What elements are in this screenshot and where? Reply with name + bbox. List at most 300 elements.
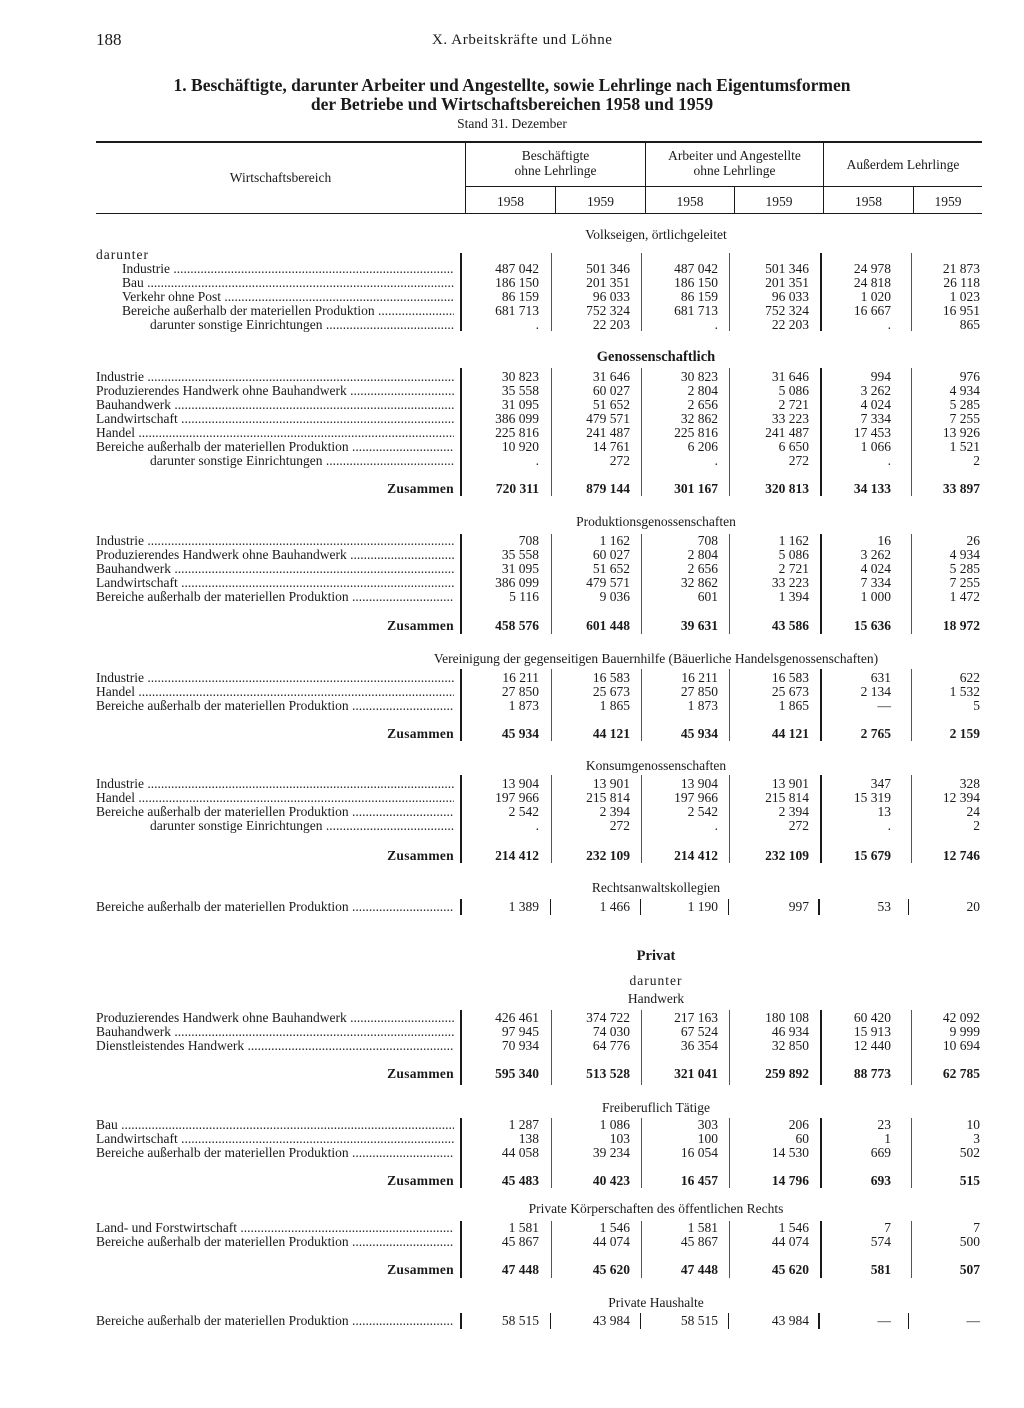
cell-value: 64 776 — [592, 1038, 630, 1053]
table-row — [0, 805, 1024, 819]
cell-value: 3 262 — [860, 383, 891, 398]
cell-value: 13 904 — [680, 776, 718, 791]
table-row — [0, 412, 1024, 426]
column-separator — [820, 368, 822, 496]
cell-value: 708 — [697, 533, 718, 548]
cell-value: 1 020 — [860, 289, 891, 304]
cell-value: 426 461 — [495, 1010, 539, 1025]
column-separator — [641, 775, 642, 863]
row-label: darunter — [96, 248, 149, 262]
cell-value: 35 558 — [501, 383, 539, 398]
row-label: Bereiche außerhalb der materiellen Produktion ..... — [96, 1314, 454, 1328]
cell-value: 9 999 — [949, 1024, 980, 1039]
row-label: Bauhandwerk ..... — [96, 562, 454, 576]
cell-separator — [640, 899, 641, 915]
row-label: Bau ..... — [96, 1118, 454, 1132]
cell-value: 1 521 — [949, 439, 980, 454]
cell-value: 25 673 — [592, 684, 630, 699]
cell-value: 53 — [877, 899, 891, 914]
cell-value: 4 934 — [949, 547, 980, 562]
cell-value: 13 — [877, 804, 891, 819]
cell-value: 7 255 — [949, 575, 980, 590]
cell-value: 14 530 — [771, 1145, 809, 1160]
table-row — [0, 248, 1024, 262]
column-separator — [551, 368, 552, 496]
cell-value: 214 412 — [674, 848, 718, 863]
column-separator — [820, 1010, 822, 1085]
cell-value: 32 850 — [771, 1038, 809, 1053]
cell-value: 30 823 — [501, 369, 539, 384]
cell-value: 32 862 — [680, 411, 718, 426]
section-subtitle: darunter — [629, 973, 683, 988]
row-label: darunter sonstige Einrichtungen ..... — [150, 819, 454, 833]
table-title-line-1: 1. Beschäftigte, darunter Arbeiter und Angestellte, sowie Lehrlinge nach Eigentumsformen — [173, 75, 851, 95]
column-separator — [551, 1010, 552, 1085]
cell-value: 215 814 — [586, 790, 630, 805]
column-separator — [641, 1118, 642, 1188]
cell-value: 2 721 — [778, 397, 809, 412]
cell-value: 13 901 — [592, 776, 630, 791]
cell-separator — [550, 899, 551, 915]
cell-value: 40 423 — [592, 1173, 630, 1188]
row-label: Bau ..... — [122, 276, 454, 290]
cell-value: 1 — [884, 1131, 891, 1146]
table-row — [0, 1235, 1024, 1249]
cell-value: 994 — [870, 369, 891, 384]
column-separator — [460, 368, 462, 496]
section-subtitle: Handwerk — [627, 991, 685, 1006]
cell-value: 16 211 — [502, 670, 539, 685]
year-header: 1959 — [934, 194, 962, 209]
cell-value: 2 656 — [687, 561, 718, 576]
total-label: Zusammen — [387, 849, 454, 863]
cell-value: 51 652 — [592, 397, 630, 412]
cell-value: 197 966 — [674, 790, 718, 805]
cell-value: 1 162 — [599, 533, 630, 548]
cell-value: 622 — [959, 670, 980, 685]
cell-value: 45 620 — [771, 1262, 809, 1277]
row-label: darunter sonstige Einrichtungen ..... — [150, 318, 454, 332]
cell-value: 197 966 — [495, 790, 539, 805]
cell-value: 206 — [788, 1117, 809, 1132]
cell-value: 21 873 — [942, 261, 980, 276]
cell-value: 14 761 — [592, 439, 630, 454]
cell-value: 217 163 — [674, 1010, 718, 1025]
cell-value: 2 159 — [949, 726, 980, 741]
cell-value: 1 023 — [949, 289, 980, 304]
cell-value: — — [877, 698, 891, 713]
cell-value: 5 116 — [509, 589, 539, 604]
cell-value: 186 150 — [674, 275, 718, 290]
cell-value: 2 — [973, 818, 980, 833]
cell-value: 16 457 — [680, 1173, 718, 1188]
cell-value: 51 652 — [592, 561, 630, 576]
column-separator — [460, 534, 462, 634]
cell-value: 5 086 — [778, 383, 809, 398]
cell-value: 9 036 — [599, 589, 630, 604]
group-header-beschaeftigte: Beschäftigte ohne Lehrlinge — [514, 148, 597, 178]
cell-value: 58 515 — [501, 1313, 539, 1328]
cell-separator — [460, 899, 462, 915]
cell-value: 45 934 — [680, 726, 718, 741]
cell-value: 16 211 — [681, 670, 718, 685]
row-label: Produzierendes Handwerk ohne Bauhandwerk ..... — [96, 1011, 454, 1025]
cell-value: 347 — [870, 776, 891, 791]
cell-value: 45 483 — [501, 1173, 539, 1188]
column-separator — [460, 1118, 462, 1188]
table-row — [0, 398, 1024, 412]
page-number: 188 — [96, 30, 122, 49]
cell-value: 25 673 — [771, 684, 809, 699]
cell-value: 374 722 — [586, 1010, 630, 1025]
cell-value: 201 351 — [586, 275, 630, 290]
section-title: Freiberuflich Tätige — [601, 1100, 711, 1115]
cell-value: 581 — [870, 1262, 891, 1277]
cell-value: . — [535, 317, 539, 332]
cell-value: 1 066 — [860, 439, 891, 454]
cell-value: 45 620 — [592, 1262, 630, 1277]
cell-separator — [908, 1313, 909, 1329]
cell-value: 232 109 — [765, 848, 809, 863]
cell-value: 272 — [788, 818, 809, 833]
cell-value: 10 920 — [501, 439, 539, 454]
cell-separator — [460, 1313, 462, 1329]
cell-value: 1 865 — [599, 698, 630, 713]
cell-value: 225 816 — [495, 425, 539, 440]
cell-value: 16 — [877, 533, 891, 548]
cell-value: 2 542 — [508, 804, 539, 819]
column-separator — [551, 534, 552, 634]
row-label: Produzierendes Handwerk ohne Bauhandwerk ..... — [96, 384, 454, 398]
row-label: Bauhandwerk ..... — [96, 398, 454, 412]
column-separator — [729, 253, 730, 331]
cell-value: 1 389 — [508, 899, 539, 914]
row-label: Bereiche außerhalb der materiellen Produktion ..... — [96, 805, 454, 819]
table-row — [0, 1118, 1024, 1132]
row-label: Produzierendes Handwerk ohne Bauhandwerk ..... — [96, 548, 454, 562]
column-separator — [820, 253, 822, 331]
cell-value: 10 — [966, 1117, 980, 1132]
cell-value: 186 150 — [495, 275, 539, 290]
cell-value: 39 234 — [592, 1145, 630, 1160]
table-row — [0, 671, 1024, 685]
row-label: Bereiche außerhalb der materiellen Produktion ..... — [96, 900, 454, 914]
cell-value: 16 583 — [592, 670, 630, 685]
cell-value: 1 162 — [778, 533, 809, 548]
cell-value: 27 850 — [680, 684, 718, 699]
row-label: Bereiche außerhalb der materiellen Produktion ..... — [96, 1235, 454, 1249]
total-label: Zusammen — [387, 482, 454, 496]
cell-value: 16 951 — [942, 303, 980, 318]
cell-value: 479 571 — [586, 411, 630, 426]
cell-value: 31 095 — [501, 397, 539, 412]
row-label: Industrie ..... — [96, 534, 454, 548]
cell-value: 386 099 — [495, 575, 539, 590]
cell-value: 43 984 — [771, 1313, 809, 1328]
cell-value: 1 394 — [778, 589, 809, 604]
cell-value: 15 679 — [853, 848, 891, 863]
cell-value: 2 394 — [599, 804, 630, 819]
cell-value: 44 074 — [592, 1234, 630, 1249]
cell-value: 58 515 — [680, 1313, 718, 1328]
cell-value: 47 448 — [680, 1262, 718, 1277]
row-label: Land- und Forstwirtschaft ..... — [96, 1221, 454, 1235]
total-label: Zusammen — [387, 1174, 454, 1188]
table-row — [0, 304, 1024, 318]
cell-value: 14 796 — [771, 1173, 809, 1188]
cell-value: 502 — [959, 1145, 980, 1160]
table-row — [0, 1025, 1024, 1039]
column-separator — [641, 1221, 642, 1278]
column-separator — [551, 253, 552, 331]
cell-value: 259 892 — [765, 1066, 809, 1081]
year-header: 1959 — [587, 194, 614, 209]
cell-value: 669 — [870, 1145, 891, 1160]
cell-value: 272 — [609, 818, 630, 833]
table-row — [0, 370, 1024, 384]
cell-value: 138 — [518, 1131, 539, 1146]
cell-value: 574 — [870, 1234, 891, 1249]
cell-value: 501 346 — [765, 261, 809, 276]
row-label: Landwirtschaft ..... — [96, 576, 454, 590]
column-separator — [820, 669, 822, 741]
cell-value: 232 109 — [586, 848, 630, 863]
cell-value: 6 650 — [778, 439, 809, 454]
cell-value: 86 159 — [680, 289, 718, 304]
cell-value: 45 867 — [680, 1234, 718, 1249]
cell-value: . — [887, 317, 891, 332]
cell-value: 32 862 — [680, 575, 718, 590]
column-separator — [729, 534, 730, 634]
table-title-line-2: der Betriebe und Wirtschaftsbereichen 1958 und 1959 — [310, 94, 714, 114]
cell-value: 1 000 — [860, 589, 891, 604]
cell-value: 74 030 — [592, 1024, 630, 1039]
cell-value: 47 448 — [501, 1262, 539, 1277]
cell-value: 215 814 — [765, 790, 809, 805]
cell-value: 515 — [959, 1173, 980, 1188]
cell-value: 500 — [959, 1234, 980, 1249]
cell-value: 7 — [973, 1220, 980, 1235]
cell-value: 2 134 — [860, 684, 891, 699]
cell-value: 1 546 — [778, 1220, 809, 1235]
section-title: Vereinigung der gegenseitigen Bauernhilfe (Bäuerliche Handelsgenossenschaften) — [433, 651, 879, 666]
table-subtitle: Stand 31. Dezember — [457, 116, 567, 131]
cell-value: 12 394 — [942, 790, 980, 805]
cell-value: 31 646 — [592, 369, 630, 384]
cell-value: 24 — [966, 804, 980, 819]
cell-value: 15 913 — [853, 1024, 891, 1039]
cell-value: — — [966, 1313, 980, 1328]
row-label-header: Wirtschaftsbereich — [229, 170, 332, 185]
cell-value: 4 024 — [860, 397, 891, 412]
cell-value: 1 581 — [687, 1220, 718, 1235]
cell-value: 27 850 — [501, 684, 539, 699]
section-title: Private Körperschaften des öffentlichen Rechts — [528, 1201, 784, 1216]
column-separator — [911, 669, 912, 741]
cell-value: . — [887, 453, 891, 468]
table-row — [0, 290, 1024, 304]
cell-value: 301 167 — [674, 481, 718, 496]
cell-value: 3 — [973, 1131, 980, 1146]
cell-value: 879 144 — [586, 481, 630, 496]
cell-value: 33 223 — [771, 411, 809, 426]
cell-value: 13 904 — [501, 776, 539, 791]
cell-value: 1 190 — [687, 899, 718, 914]
table-row — [0, 685, 1024, 699]
header-mid-rule — [466, 186, 982, 187]
cell-value: 31 646 — [771, 369, 809, 384]
table-row — [0, 1314, 1024, 1328]
row-label: darunter sonstige Einrichtungen ..... — [150, 454, 454, 468]
cell-separator — [640, 1313, 641, 1329]
cell-value: 2 804 — [687, 547, 718, 562]
column-separator — [820, 534, 822, 634]
cell-value: 6 206 — [687, 439, 718, 454]
cell-value: 601 — [697, 589, 718, 604]
column-separator — [551, 1221, 552, 1278]
cell-value: 214 412 — [495, 848, 539, 863]
cell-value: 272 — [609, 453, 630, 468]
column-separator — [911, 253, 912, 331]
cell-value: 2 765 — [860, 726, 891, 741]
cell-value: 62 785 — [942, 1066, 980, 1081]
column-separator — [729, 1221, 730, 1278]
cell-value: 5 285 — [949, 561, 980, 576]
cell-value: 681 713 — [674, 303, 718, 318]
cell-value: 1 546 — [599, 1220, 630, 1235]
cell-value: . — [714, 317, 718, 332]
cell-value: 26 118 — [943, 275, 980, 290]
row-label: Dienstleistendes Handwerk ..... — [96, 1039, 454, 1053]
column-separator — [820, 1118, 822, 1188]
cell-value: 241 487 — [586, 425, 630, 440]
cell-value: 1 287 — [508, 1117, 539, 1132]
cell-value: . — [714, 818, 718, 833]
cell-value: 88 773 — [853, 1066, 891, 1081]
column-separator — [911, 368, 912, 496]
cell-value: 45 867 — [501, 1234, 539, 1249]
cell-value: 15 636 — [853, 618, 891, 633]
total-label: Zusammen — [387, 619, 454, 633]
year-header: 1958 — [497, 194, 524, 209]
cell-value: 23 — [877, 1117, 891, 1132]
group-header-lehrlinge: Außerdem Lehrlinge — [846, 157, 960, 172]
cell-value: 60 — [795, 1131, 809, 1146]
section-title: Privat — [636, 948, 676, 964]
cell-value: 601 448 — [586, 618, 630, 633]
cell-value: 43 984 — [592, 1313, 630, 1328]
cell-value: 681 713 — [495, 303, 539, 318]
cell-value: . — [535, 453, 539, 468]
table-row — [0, 534, 1024, 548]
column-separator — [729, 669, 730, 741]
table-row — [0, 1039, 1024, 1053]
cell-value: 16 583 — [771, 670, 809, 685]
total-row — [0, 1067, 1024, 1081]
column-separator — [551, 775, 552, 863]
table-row — [0, 699, 1024, 713]
column-separator — [911, 534, 912, 634]
column-separator — [460, 1221, 462, 1278]
cell-value: 12 440 — [853, 1038, 891, 1053]
column-separator — [911, 775, 912, 863]
cell-value: 303 — [697, 1117, 718, 1132]
table-row — [0, 262, 1024, 276]
cell-value: 22 203 — [771, 317, 809, 332]
table-row — [0, 384, 1024, 398]
cell-value: 26 — [966, 533, 980, 548]
row-label: Industrie ..... — [96, 671, 454, 685]
cell-value: 24 978 — [853, 261, 891, 276]
cell-separator — [818, 1313, 820, 1329]
cell-value: 44 121 — [592, 726, 630, 741]
column-separator — [911, 1118, 912, 1188]
header-bottom-rule — [96, 213, 982, 214]
cell-value: 45 934 — [501, 726, 539, 741]
total-row — [0, 1174, 1024, 1188]
row-label: Handel ..... — [96, 685, 454, 699]
column-separator — [729, 775, 730, 863]
cell-value: 16 054 — [680, 1145, 718, 1160]
table-row — [0, 1011, 1024, 1025]
cell-value: 2 656 — [687, 397, 718, 412]
cell-value: 44 074 — [771, 1234, 809, 1249]
column-separator — [460, 669, 462, 741]
cell-separator — [728, 1313, 729, 1329]
cell-value: 201 351 — [765, 275, 809, 290]
cell-value: 1 532 — [949, 684, 980, 699]
cell-value: 86 159 — [501, 289, 539, 304]
total-row — [0, 482, 1024, 496]
cell-value: 35 558 — [501, 547, 539, 562]
table-row — [0, 318, 1024, 332]
cell-value: 7 334 — [860, 575, 891, 590]
cell-value: 1 865 — [778, 698, 809, 713]
cell-value: 13 901 — [771, 776, 809, 791]
table-row — [0, 548, 1024, 562]
cell-value: 103 — [609, 1131, 630, 1146]
column-separator — [460, 253, 462, 331]
cell-value: 4 934 — [949, 383, 980, 398]
cell-value: . — [714, 453, 718, 468]
column-separator — [820, 1221, 822, 1278]
cell-value: 1 581 — [508, 1220, 539, 1235]
table-row — [0, 454, 1024, 468]
cell-value: 67 524 — [680, 1024, 718, 1039]
cell-value: 328 — [959, 776, 980, 791]
cell-value: 10 694 — [942, 1038, 980, 1053]
cell-value: 12 746 — [942, 848, 980, 863]
year-header: 1958 — [676, 194, 704, 209]
cell-value: 42 092 — [942, 1010, 980, 1025]
cell-value: — — [877, 1313, 891, 1328]
cell-value: 33 897 — [942, 481, 980, 496]
cell-value: 458 576 — [495, 618, 539, 633]
cell-value: 13 926 — [942, 425, 980, 440]
cell-value: 16 667 — [853, 303, 891, 318]
column-separator — [460, 1010, 462, 1085]
cell-value: 2 394 — [778, 804, 809, 819]
cell-value: 595 340 — [495, 1066, 539, 1081]
section-title: Genossenschaftlich — [596, 349, 716, 365]
table-row — [0, 576, 1024, 590]
table-row — [0, 426, 1024, 440]
table-row — [0, 819, 1024, 833]
cell-value: 100 — [697, 1131, 718, 1146]
table-row — [0, 276, 1024, 290]
cell-separator — [728, 899, 729, 915]
cell-value: 34 133 — [853, 481, 891, 496]
